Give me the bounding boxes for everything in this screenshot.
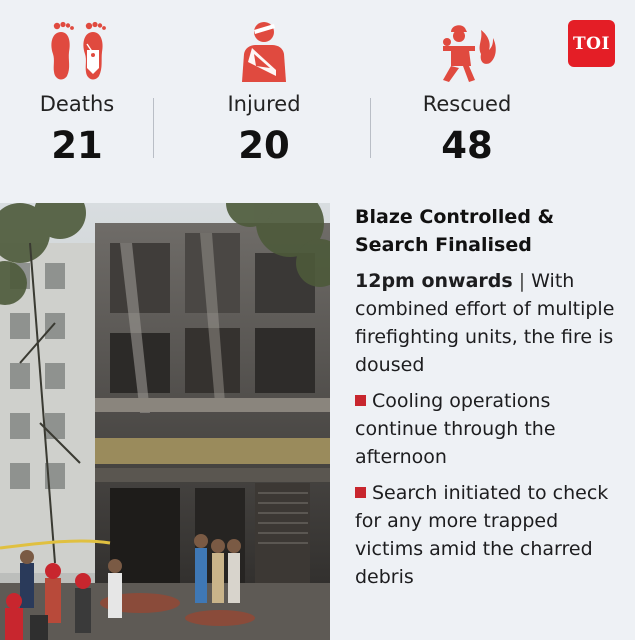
firefighter-rescue-icon [437, 20, 497, 84]
article-intro [355, 267, 625, 379]
fire-scene-illustration [0, 203, 330, 640]
stats-strip [0, 0, 635, 200]
bullet-item [355, 387, 625, 471]
bullet-text: Cooling operations continue through the afternoon [355, 390, 556, 468]
injured-person-icon [234, 20, 294, 84]
toi-logo: TOI [568, 20, 615, 67]
burnt-building-photo [0, 203, 330, 640]
intro-text: With combined effort of multiple firefighting units, the fire is doused [355, 270, 615, 376]
stat-injured [164, 0, 364, 200]
bullet-square-icon [355, 487, 366, 498]
article-headline: Blaze Controlled & Search Finalised [355, 206, 555, 256]
stat-label-deaths: Deaths [39, 92, 115, 116]
bullet-item [355, 479, 625, 591]
stat-rescued [367, 0, 567, 200]
intro-time: 12pm onwards [355, 270, 513, 292]
stat-value-rescued: 48 [441, 124, 493, 167]
bullet-square-icon [355, 395, 366, 406]
stat-divider [153, 98, 154, 158]
stat-deaths [0, 0, 177, 200]
intro-separator: | [512, 270, 532, 292]
feet-tag-icon [47, 20, 107, 84]
stat-value-injured: 20 [238, 124, 290, 167]
bullet-text: Search initiated to check for any more trapped victims amid the charred debris [355, 482, 609, 588]
stat-value-deaths: 21 [51, 124, 103, 167]
stat-label-injured: Injured [227, 92, 301, 116]
stat-label-rescued: Rescued [422, 92, 512, 116]
article-panel [355, 203, 625, 591]
